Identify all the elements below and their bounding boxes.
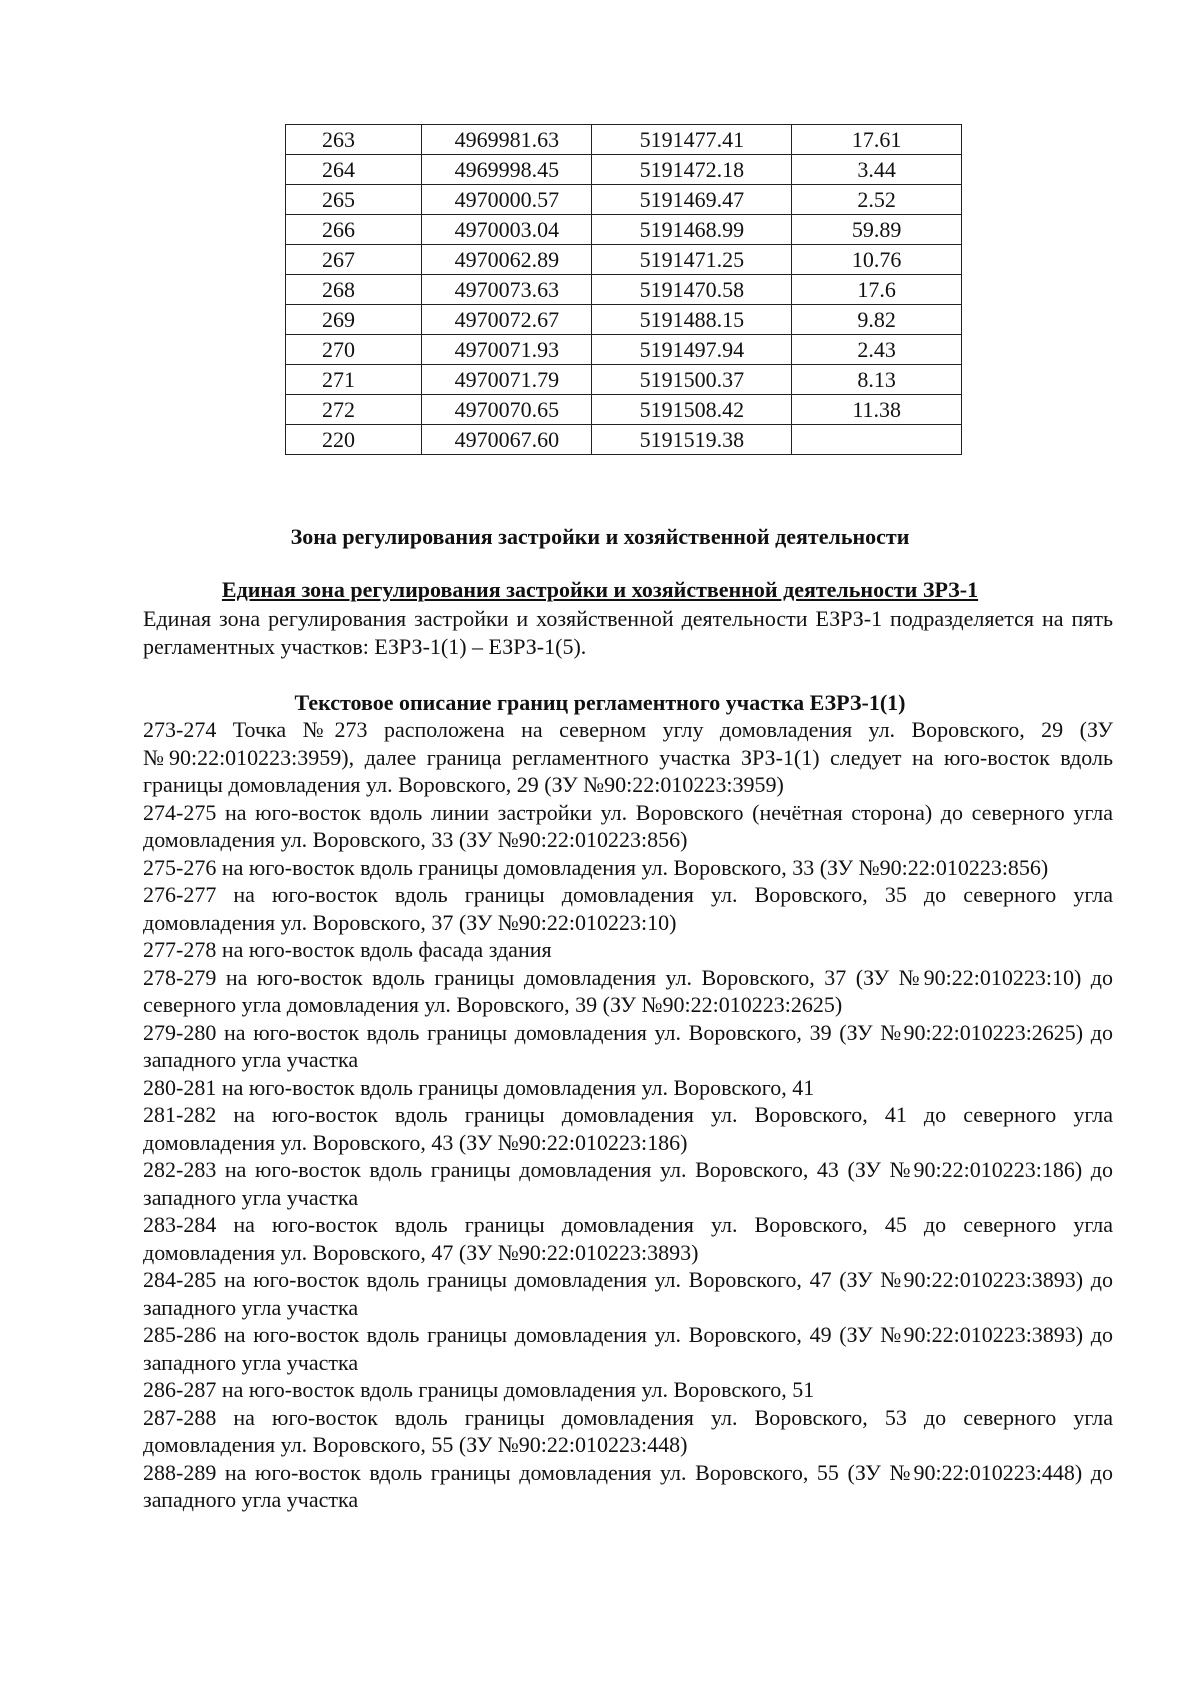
boundary-segment-paragraph: 275-276 на юго-восток вдоль границы домовладения ул. Воровского, 33 (ЗУ №90:22:010223:856) — [143, 854, 1049, 880]
boundary-segment-paragraph: 286-287 на юго-восток вдоль границы домовладения ул. Воровского, 51 — [143, 1377, 815, 1402]
x-coordinate-cell: 4970071.93 — [422, 335, 592, 365]
x-coordinate-cell: 4970062.89 — [422, 245, 592, 275]
boundary-segment-paragraph: 285-286 на юго-восток вдоль границы домовладения ул. Воровского, 49 (ЗУ №90:22:010223:3893) до западного угла участка — [143, 1322, 1113, 1375]
table-row — [286, 365, 962, 395]
boundary-segment-paragraph: 288-289 на юго-восток вдоль границы домовладения ул. Воровского, 55 (ЗУ №90:22:010223:448) до западного угла участка — [143, 1459, 1113, 1512]
x-coordinate-cell: 4970072.67 — [422, 305, 592, 335]
table-row — [286, 245, 962, 275]
table-row — [286, 305, 962, 335]
boundary-segment-paragraph: 280-281 на юго-восток вдоль границы домовладения ул. Воровского, 41 — [143, 1074, 815, 1100]
table-row — [286, 395, 962, 425]
y-coordinate-cell: 5191477.41 — [592, 125, 792, 155]
point-number-cell: 267 — [286, 245, 422, 275]
distance-cell: 17.61 — [792, 125, 962, 155]
boundary-segment-paragraph: 277-278 на юго-восток вдоль фасада здания — [143, 937, 552, 962]
boundary-segment-paragraph: 273-274 Точка №273 расположена на северном углу домовладения ул. Воровского, 29 (ЗУ №90:22:010223:3959), далее граница регламентного участка ЗРЗ-1(1) следует на юго-восток вдоль границы домовладения ул. Воровского, 29 (ЗУ №90:22:010223:3959) — [143, 717, 1113, 797]
x-coordinate-cell: 4969981.63 — [422, 125, 592, 155]
distance-cell: 17.6 — [792, 275, 962, 305]
boundary-segment-paragraph: 276-277 на юго-восток вдоль границы домовладения ул. Воровского, 35 до северного угла домовладения ул. Воровского, 37 (ЗУ №90:22:010223:10) — [143, 882, 1113, 935]
point-number-cell: 265 — [286, 185, 422, 215]
intro-paragraph — [143, 605, 1113, 660]
point-number-cell: 263 — [286, 125, 422, 155]
y-coordinate-cell: 5191488.15 — [592, 305, 792, 335]
y-coordinate-cell: 5191519.38 — [592, 425, 792, 455]
point-number-cell: 220 — [286, 425, 422, 455]
coordinates-table — [285, 124, 962, 455]
y-coordinate-cell: 5191472.18 — [592, 155, 792, 185]
table-row — [286, 215, 962, 245]
point-number-cell: 271 — [286, 365, 422, 395]
y-coordinate-cell: 5191497.94 — [592, 335, 792, 365]
y-coordinate-cell: 5191471.25 — [592, 245, 792, 275]
coordinates-table-body — [286, 125, 962, 455]
x-coordinate-cell: 4970000.57 — [422, 185, 592, 215]
table-row — [286, 335, 962, 365]
distance-cell: 9.82 — [792, 305, 962, 335]
boundary-segment-paragraph: 287-288 на юго-восток вдоль границы домовладения ул. Воровского, 53 до северного угла домовладения ул. Воровского, 55 (ЗУ №90:22:010223:448) — [143, 1404, 1113, 1457]
x-coordinate-cell: 4970073.63 — [422, 275, 592, 305]
x-coordinate-cell: 4970070.65 — [422, 395, 592, 425]
boundary-segment-paragraph: 281-282 на юго-восток вдоль границы домовладения ул. Воровского, 41 до северного угла домовладения ул. Воровского, 43 (ЗУ №90:22:010223:186) — [143, 1102, 1113, 1155]
zone-heading: Зона регулирования застройки и хозяйственной деятельности — [290, 524, 910, 549]
point-number-cell: 270 — [286, 335, 422, 365]
boundary-segment-paragraph: 284-285 на юго-восток вдоль границы домовладения ул. Воровского, 47 (ЗУ №90:22:010223:3893) до западного угла участка — [143, 1267, 1113, 1320]
y-coordinate-cell: 5191508.42 — [592, 395, 792, 425]
boundary-segment-paragraph: 274-275 на юго-восток вдоль линии застройки ул. Воровского (нечётная сторона) до северного угла домовладения ул. Воровского, 33 (ЗУ №90:22:010223:856) — [143, 799, 1113, 852]
table-row — [286, 125, 962, 155]
y-coordinate-cell: 5191469.47 — [592, 185, 792, 215]
table-row — [286, 425, 962, 455]
point-number-cell: 272 — [286, 395, 422, 425]
distance-cell: 2.43 — [792, 335, 962, 365]
x-coordinate-cell: 4970067.60 — [422, 425, 592, 455]
boundary-segment-paragraph: 283-284 на юго-восток вдоль границы домовладения ул. Воровского, 45 до северного угла домовладения ул. Воровского, 47 (ЗУ №90:22:010223:3893) — [143, 1212, 1113, 1265]
boundary-segment-paragraph: 279-280 на юго-восток вдоль границы домовладения ул. Воровского, 39 (ЗУ №90:22:010223:2625) до западного угла участка — [143, 1019, 1113, 1072]
description-heading: Текстовое описание границ регламентного участка ЕЗРЗ-1(1) — [294, 690, 906, 715]
unified-zone-heading: Единая зона регулирования застройки и хозяйственной деятельности ЗРЗ-1 — [221, 577, 979, 602]
table-row — [286, 185, 962, 215]
y-coordinate-cell: 5191500.37 — [592, 365, 792, 395]
x-coordinate-cell: 4969998.45 — [422, 155, 592, 185]
distance-cell: 8.13 — [792, 365, 962, 395]
point-number-cell: 264 — [286, 155, 422, 185]
distance-cell: 2.52 — [792, 185, 962, 215]
point-number-cell: 266 — [286, 215, 422, 245]
distance-cell: 11.38 — [792, 395, 962, 425]
distance-cell: 3.44 — [792, 155, 962, 185]
distance-cell: 59.89 — [792, 215, 962, 245]
y-coordinate-cell: 5191470.58 — [592, 275, 792, 305]
x-coordinate-cell: 4970003.04 — [422, 215, 592, 245]
x-coordinate-cell: 4970071.79 — [422, 365, 592, 395]
table-row — [286, 155, 962, 185]
boundary-segment-paragraph: 282-283 на юго-восток вдоль границы домовладения ул. Воровского, 43 (ЗУ №90:22:010223:186) до западного угла участка — [143, 1157, 1113, 1210]
point-number-cell: 269 — [286, 305, 422, 335]
boundary-segment-paragraph: 278-279 на юго-восток вдоль границы домовладения ул. Воровского, 37 (ЗУ №90:22:010223:10) до северного угла домовладения ул. Воровского, 39 (ЗУ №90:22:010223:2625) — [143, 964, 1113, 1017]
intro-text: Единая зона регулирования застройки и хозяйственной деятельности ЕЗРЗ-1 подразделяется на пять регламентных участков: ЕЗРЗ-1(1) – ЕЗРЗ-1(5). — [143, 606, 1113, 659]
distance-cell — [792, 425, 962, 455]
point-number-cell: 268 — [286, 275, 422, 305]
distance-cell: 10.76 — [792, 245, 962, 275]
table-row — [286, 275, 962, 305]
boundary-description — [143, 716, 1113, 1514]
y-coordinate-cell: 5191468.99 — [592, 215, 792, 245]
